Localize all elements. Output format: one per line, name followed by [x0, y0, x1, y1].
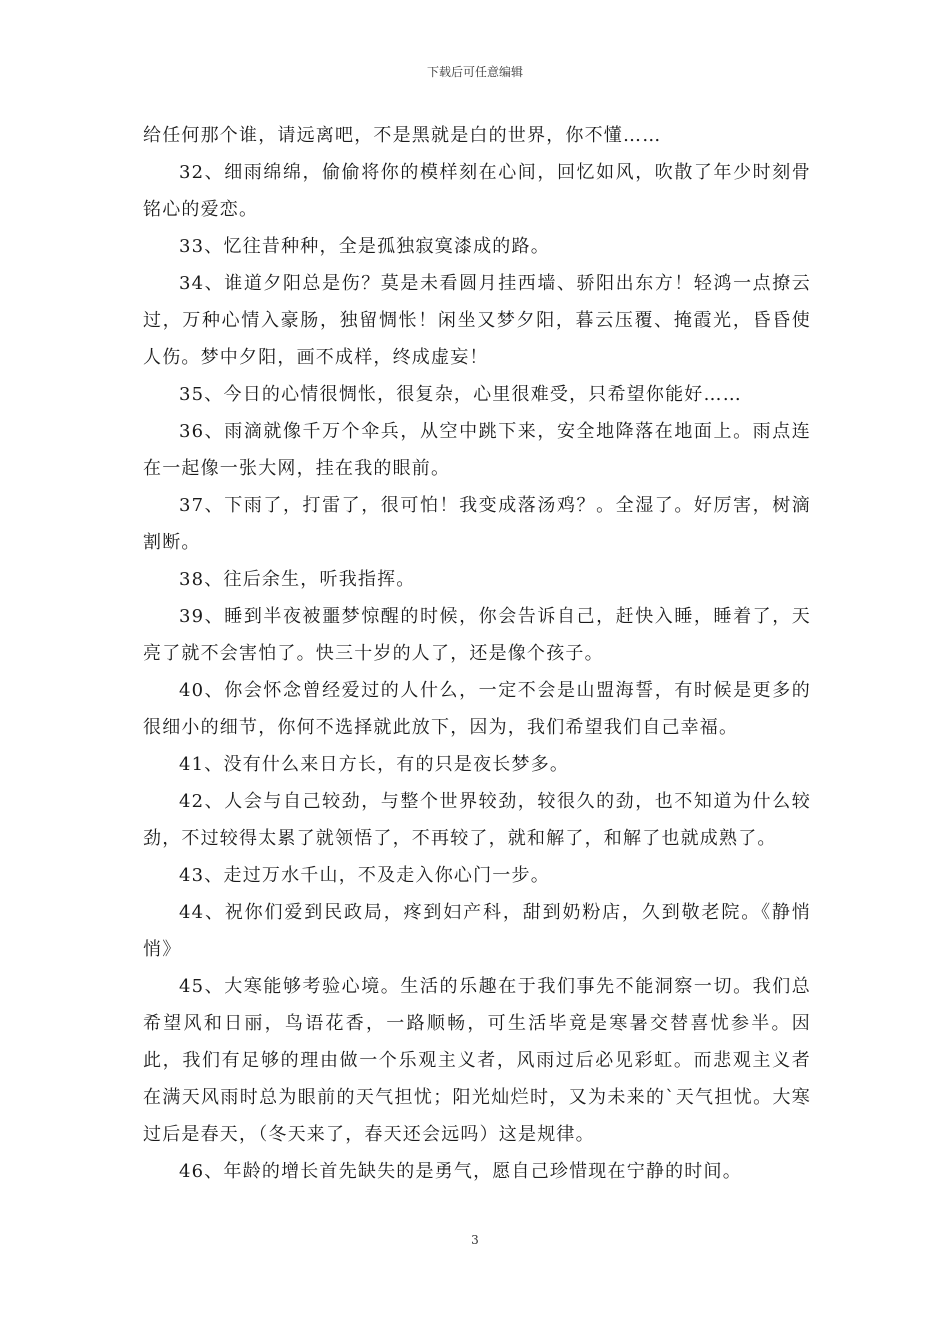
- paragraph-41: 41、没有什么来日方长，有的只是夜长梦多。: [179, 754, 570, 775]
- paragraph-33: 33、忆往昔种种，全是孤独寂寞漆成的路。: [179, 236, 550, 257]
- page-header: 下载后可任意编辑: [426, 65, 523, 79]
- paragraph-44: 44、祝你们爱到民政局，疼到妇产科，甜到奶粉店，久到敬老院。《静悄悄》: [143, 902, 811, 960]
- paragraph-36: 36、雨滴就像千万个伞兵，从空中跳下来，安全地降落在地面上。雨点连在一起像一张大网，挂在我的眼前。: [143, 421, 811, 479]
- document-body: [143, 117, 811, 1190]
- paragraph-42: 42、人会与自己较劲，与整个世界较劲，较很久的劲，也不知道为什么较劲，不过较得太累了就领悟了，不再较了，就和解了，和解了也就成熟了。: [143, 791, 811, 849]
- paragraph-34: 34、谁道夕阳总是伤？莫是未看圆月挂西墙、骄阳出东方！轻鸿一点撩云过，万种心情入豪肠，独留惆怅！闲坐又梦夕阳，暮云压覆、掩霞光，昏昏使人伤。梦中夕阳，画不成样，终成虚妄！: [143, 273, 811, 368]
- paragraph-32: 32、细雨绵绵，偷偷将你的模样刻在心间，回忆如风，吹散了年少时刻骨铭心的爱恋。: [143, 162, 811, 220]
- paragraph-43: 43、走过万水千山，不及走入你心门一步。: [179, 865, 550, 886]
- paragraph-39: 39、睡到半夜被噩梦惊醒的时候，你会告诉自己，赶快入睡，睡着了，天亮了就不会害怕了。快三十岁的人了，还是像个孩子。: [143, 606, 811, 664]
- page-number: 3: [471, 1233, 479, 1247]
- paragraph-46: 46、年龄的增长首先缺失的是勇气，愿自己珍惜现在宁静的时间。: [179, 1161, 742, 1182]
- paragraph-continuation: 给任何那个谁，请远离吧，不是黑就是白的世界，你不懂……: [143, 125, 662, 146]
- paragraph-35: 35、今日的心情很惆怅，很复杂，心里很难受，只希望你能好……: [179, 384, 742, 405]
- paragraph-37: 37、下雨了，打雷了，很可怕！我变成落汤鸡？。全湿了。好厉害，树滴割断。: [143, 495, 811, 553]
- paragraph-38: 38、往后余生，听我指挥。: [179, 569, 416, 590]
- paragraph-45: 45、大寒能够考验心境。生活的乐趣在于我们事先不能洞察一切。我们总希望风和日丽，鸟语花香，一路顺畅，可生活毕竟是寒暑交替喜忧参半。因此，我们有足够的理由做一个乐观主义者，风雨过后必见彩虹。而悲观主义者在满天风雨时总为眼前的天气担忧；阳光灿烂时，又为未来的`天气担忧。大寒过后是春天，（冬天来了，春天还会远吗）这是规律。: [143, 976, 811, 1145]
- paragraph-40: 40、你会怀念曾经爱过的人什么，一定不会是山盟海誓，有时候是更多的很细小的细节，你何不选择就此放下，因为，我们希望我们自己幸福。: [143, 680, 811, 738]
